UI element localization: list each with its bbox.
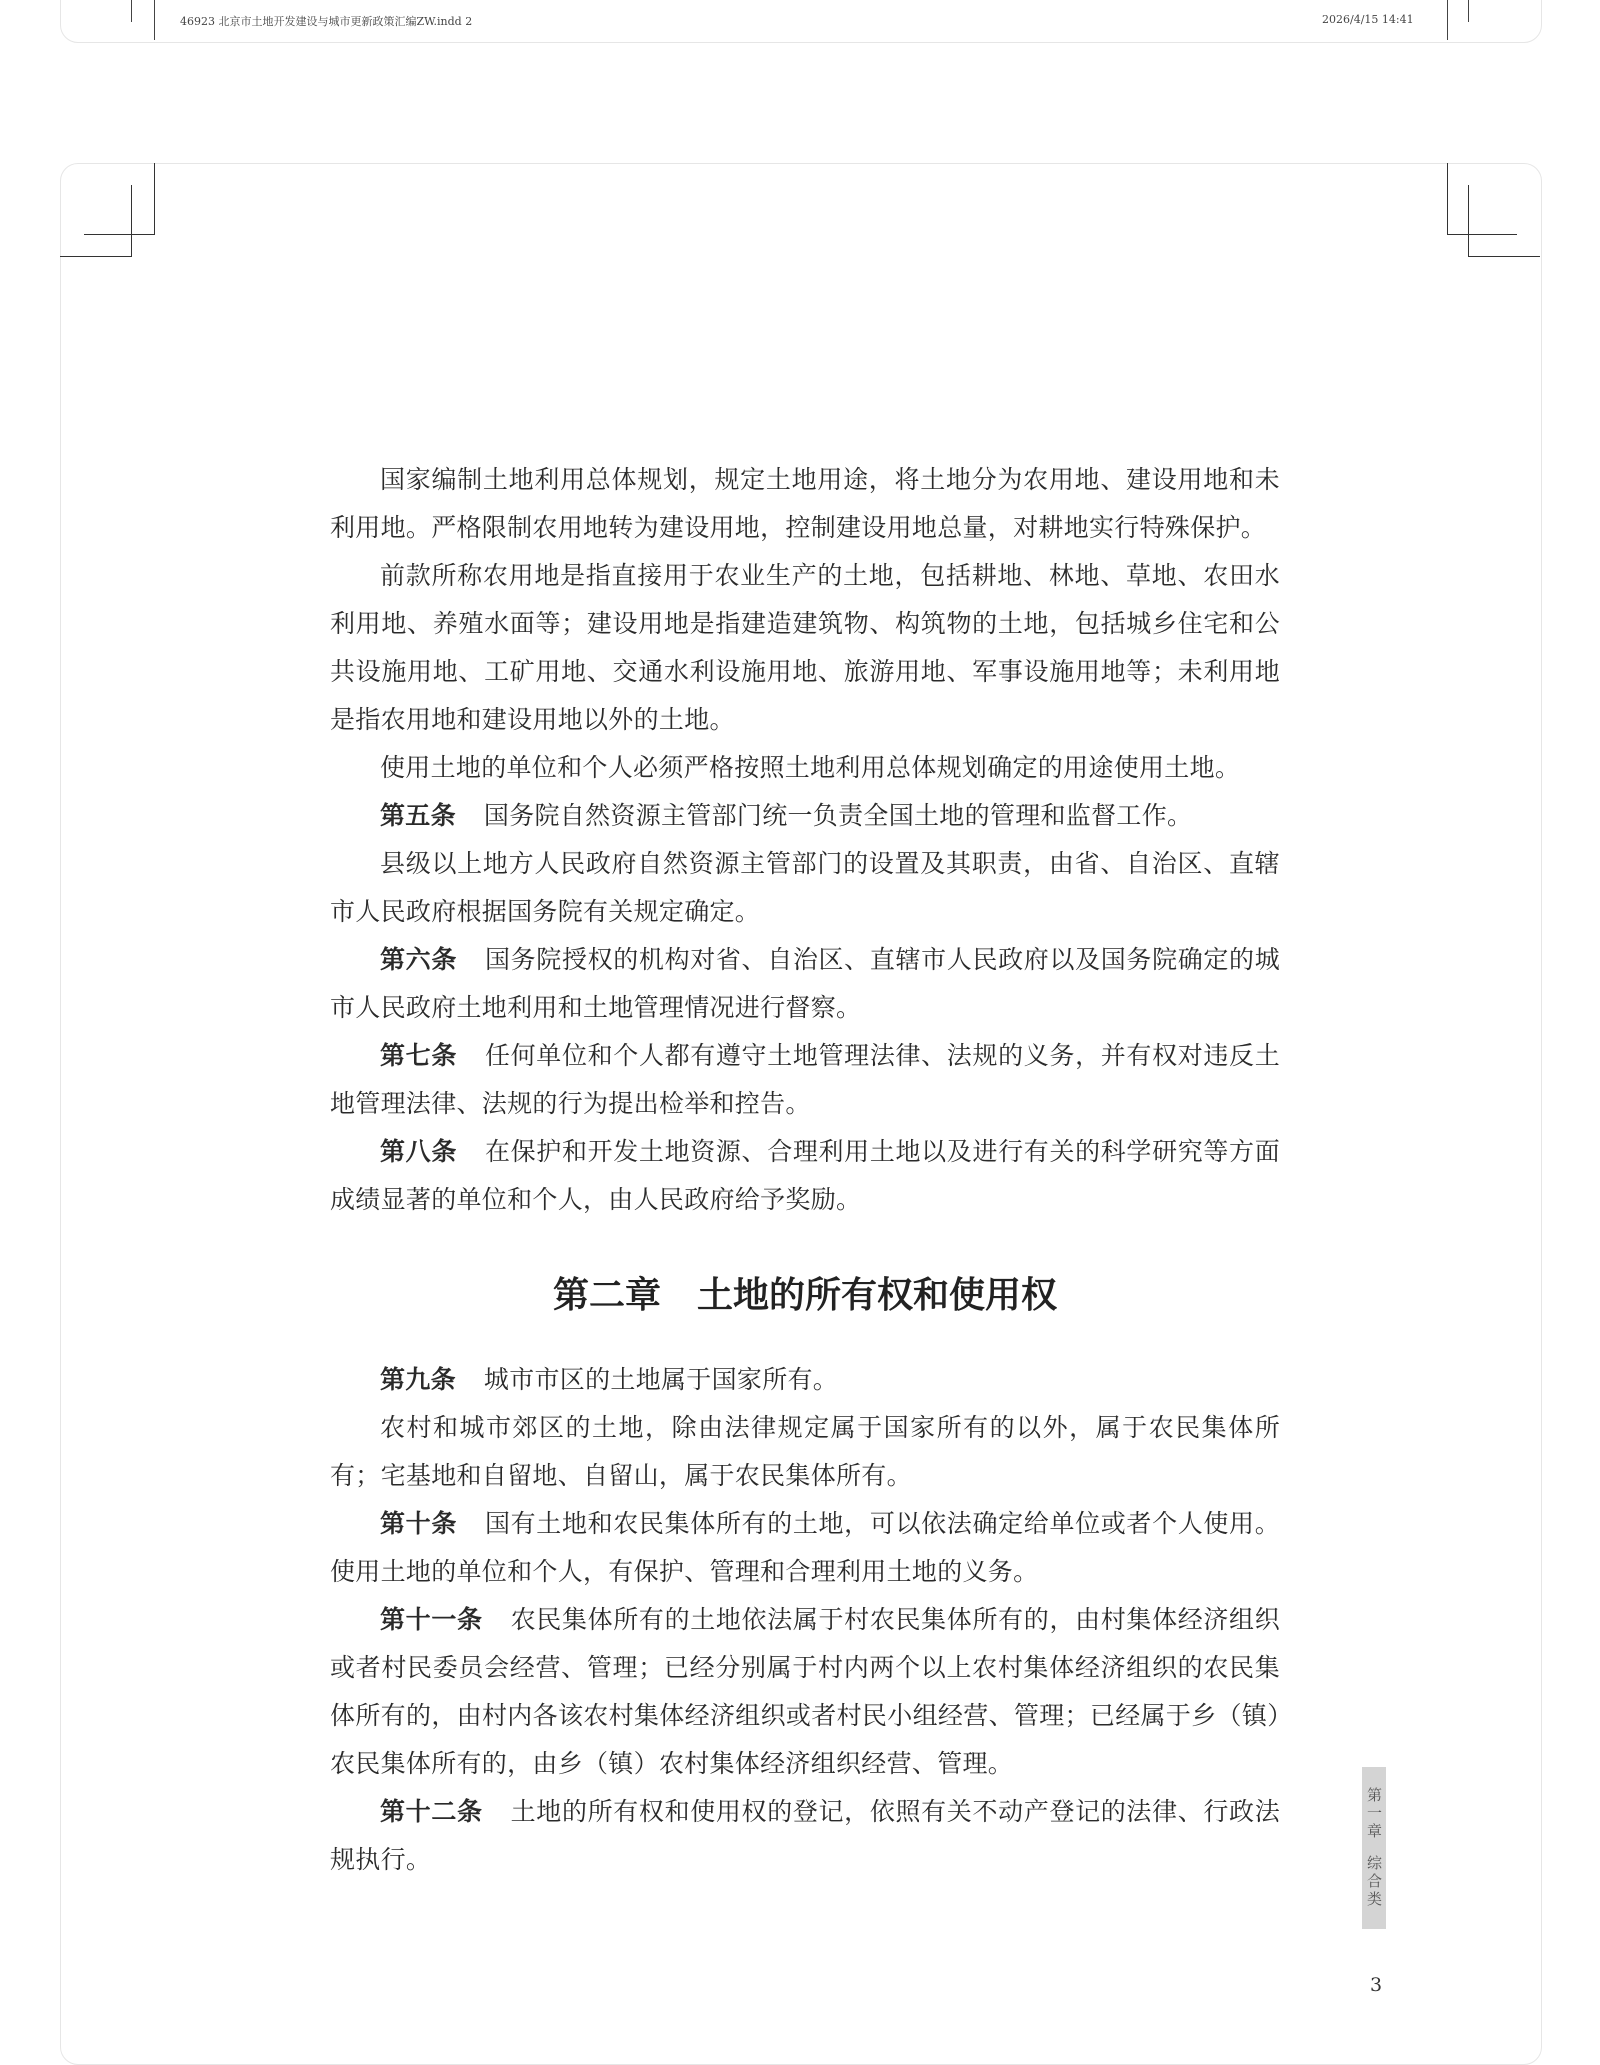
article-6: 第六条 国务院授权的机构对省、自治区、直辖市人民政府以及国务院确定的城市人民政府土地利用和土地管理情况进行督察。	[330, 945, 1280, 1022]
chapter-title: 土地的所有权和使用权	[697, 1275, 1058, 1316]
article-label: 第六条	[380, 945, 457, 974]
crop-mark-tr-v	[1447, 163, 1448, 235]
article-12: 第十二条 土地的所有权和使用权的登记，依照有关不动产登记的法律、行政法规执行。	[330, 1797, 1280, 1874]
article-label: 第五条	[380, 801, 456, 830]
paragraph: 前款所称农用地是指直接用于农业生产的土地，包括耕地、林地、草地、农田水利用地、养殖水面等；建设用地是指建造建筑物、构筑物的土地，包括城乡住宅和公共设施用地、工矿用地、交通水利设施用地、旅游用地、军事设施用地等；未利用地是指农用地和建设用地以外的土地。	[330, 561, 1280, 734]
paragraph: 农村和城市郊区的土地，除由法律规定属于国家所有的以外，属于农民集体所有；宅基地和自留地、自留山，属于农民集体所有。	[330, 1413, 1280, 1490]
chapter-heading	[330, 1272, 1280, 1320]
page-number: 3	[1370, 1974, 1383, 1996]
article-label: 第十条	[380, 1509, 457, 1538]
article-5: 第五条 国务院自然资源主管部门统一负责全国土地的管理和监督工作。	[380, 801, 1193, 830]
side-tab-chapter: 第一章	[1365, 1787, 1383, 1841]
article-label: 第十二条	[380, 1797, 483, 1826]
slug-tick-left-2	[154, 0, 155, 40]
article-11: 第十一条 农民集体所有的土地依法属于村农民集体所有的，由村集体经济组织或者村民委员会经营、管理；已经分别属于村内两个以上农村集体经济组织的农民集体所有的，由村内各该农村集体经济组织或者村民小组经营、管理；已经属于乡（镇）农民集体所有的，由乡（镇）农村集体经济组织经营、管理。	[330, 1605, 1280, 1778]
article-10: 第十条 国有土地和农民集体所有的土地，可以依法确定给单位或者个人使用。使用土地的单位和个人，有保护、管理和合理利用土地的义务。	[330, 1509, 1280, 1586]
slug-tick-right	[1447, 0, 1448, 40]
article-label: 第八条	[380, 1137, 457, 1166]
crop-mark-tr-h	[1447, 234, 1517, 235]
article-7: 第七条 任何单位和个人都有遵守土地管理法律、法规的义务，并有权对违反土地管理法律、法规的行为提出检举和控告。	[330, 1041, 1280, 1118]
article-8: 第八条 在保护和开发土地资源、合理利用土地以及进行有关的科学研究等方面成绩显著的单位和个人，由人民政府给予奖励。	[330, 1137, 1280, 1214]
slug-file-label: 46923 北京市土地开发建设与城市更新政策汇编ZW.indd 2	[180, 15, 473, 28]
crop-mark-tl-v2	[131, 185, 132, 257]
article-9: 第九条 城市市区的土地属于国家所有。	[380, 1365, 839, 1394]
crop-mark-tr-h2	[1468, 256, 1540, 257]
crop-mark-tl-h2	[60, 256, 132, 257]
crop-mark-tl-h	[84, 234, 154, 235]
article-label: 第七条	[380, 1041, 457, 1070]
article-label: 第十一条	[380, 1605, 483, 1634]
slug-tick-left	[131, 0, 132, 22]
crop-mark-tr-v2	[1468, 185, 1469, 257]
article-label: 第九条	[380, 1365, 456, 1394]
slug-timestamp: 2026/4/15 14:41	[1322, 13, 1414, 26]
chapter-side-tab	[1362, 1767, 1386, 1929]
crop-mark-tl-v	[154, 163, 155, 235]
paragraph: 县级以上地方人民政府自然资源主管部门的设置及其职责，由省、自治区、直辖市人民政府根据国务院有关规定确定。	[330, 849, 1280, 926]
slug-tick-right-2	[1468, 0, 1469, 22]
chapter-number: 第二章	[552, 1275, 661, 1316]
paragraph: 国家编制土地利用总体规划，规定土地用途，将土地分为农用地、建设用地和未利用地。严格限制农用地转为建设用地，控制建设用地总量，对耕地实行特殊保护。	[330, 465, 1280, 542]
paragraph: 使用土地的单位和个人必须严格按照土地利用总体规划确定的用途使用土地。	[380, 753, 1241, 782]
page-body	[330, 456, 1280, 1884]
side-tab-category: 综合类	[1365, 1855, 1383, 1909]
